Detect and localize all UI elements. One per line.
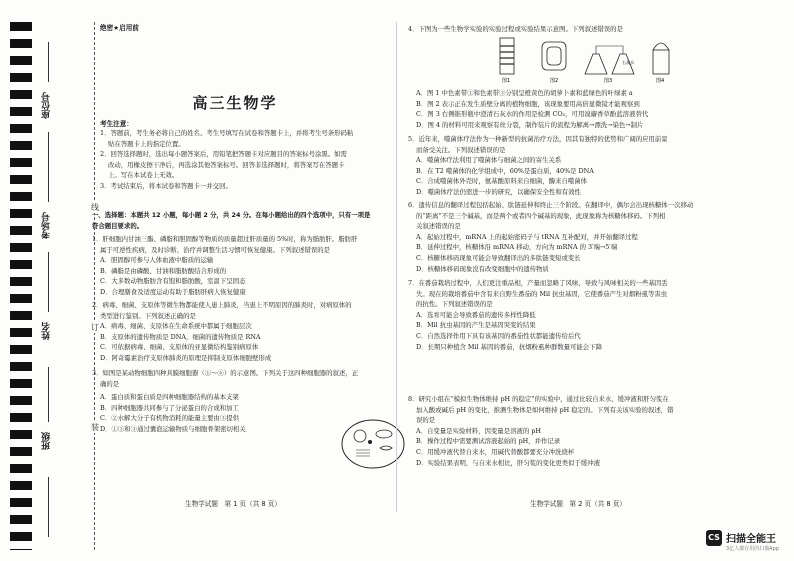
q8-stem: 8．研究小组在“模拟生物体维持 pH 的稳定”的实验中，通过比较自来水、缓冲液和肝匀浆在 (408, 395, 669, 403)
notice-line: 1．答题前，考生务必将自己的姓名、考生号填写在试卷和答题卡上，并将考生号条形码粘 (100, 129, 354, 137)
q5-option-b: B．在 T2 噬菌体的化学组成中，60%是蛋白质，40%是 DNA (416, 166, 594, 175)
question-3 (92, 368, 392, 389)
secret-marker: 绝密★启用前 (100, 24, 139, 32)
binding-label-room: 考场号 (42, 212, 52, 239)
fig4-root-tip (653, 50, 669, 74)
fig3-label: 图3 (604, 78, 613, 84)
q6-option-a: A．起始过程中，mRNA 上的起始密码子与 tRNA 互补配对，并开始翻译过程 (416, 232, 638, 241)
q4-option-d: D．图 4 的材料可用来观察有丝分裂，制作装片的流程为解离→漂洗→染色→制片 (416, 120, 644, 129)
organelle-4 (356, 450, 370, 456)
page-1-footer: 生物学试题 第 1 页（共 8 页） (185, 500, 281, 508)
notice-line: 改动，用橡皮擦干净后，再选涂其他答案标号。回答非选择题时，将答案写在答题卡 (108, 160, 345, 169)
section-1-heading (92, 210, 392, 231)
notice-line: 3．考试结束后，将本试卷和答题卡一并交回。 (100, 181, 232, 190)
q6-stem: 的“距离”不是三个碱基，而是两个或者四个碱基的现象，此现象称为核糖体移码。下列相 (416, 211, 666, 220)
q7-option-b: B．Mil 抗虫基因的产生是基因突变的结果 (416, 321, 536, 330)
organelle-dot (368, 440, 372, 444)
question-8 (408, 394, 768, 468)
question-7 (408, 278, 768, 352)
question-4-stem (408, 24, 768, 35)
fig1-label: 图1 (502, 78, 511, 84)
binding-label-seat: 座位号 (42, 92, 52, 119)
q5-stem: 而备受关注。下列叙述错误的是 (416, 145, 506, 154)
q1-option-b: B．磷脂是由磷酸、甘油和脂肪酸结合形成的 (100, 266, 227, 275)
organelle-2 (376, 430, 392, 438)
binding-labels-column (40, 22, 54, 550)
watermark-name: 扫描全能王 (726, 534, 776, 545)
q6-stem: 关叙述错误的是 (416, 222, 461, 231)
q5-option-c: C．合成噬菌体外壳时，氨基酸原料来自细菌，酶来自噬菌体 (416, 177, 588, 186)
fill-line (48, 252, 49, 312)
q4-option-a: A．图 1 中色素带①和色素带③分别呈橙黄色的胡萝卜素和蓝绿色的叶绿素 a (416, 89, 633, 97)
notice-items (100, 128, 390, 192)
fill-line (48, 367, 49, 422)
q6-option-d: D．核糖体移码现象没有改变细胞中的遗传物质 (416, 264, 549, 273)
fig2-label: 图2 (550, 78, 559, 84)
q3-stem: 确的是 (100, 379, 120, 388)
cut-char-pack: 装 (91, 423, 99, 432)
q8-option-d: D．实验结果表明，与自来水相比，肝匀浆的变化更类似于缓冲液 (416, 458, 601, 467)
fig3-note: 石灰水 (622, 60, 634, 65)
q4-stem: 4．下图为一些生物学实验的实验过程或实验结果示意图。下列叙述错误的是 (408, 25, 623, 33)
notice-line: 贴在答题卡上的指定位置。 (108, 139, 185, 148)
q1-option-a: A．胆固醇可参与人体血液中脂质的运输 (100, 256, 214, 265)
fill-line (48, 477, 49, 537)
fig1-chromatography-strip (500, 38, 514, 74)
cut-char-bind: 订 (91, 323, 99, 332)
q3-option-b: B．四种细胞器共同参与了分泌蛋白的合成和加工 (100, 403, 239, 412)
fig2-protoplast (547, 47, 561, 65)
notice-heading: 考生注意： (100, 120, 133, 128)
fig3-flask-left (585, 54, 607, 74)
q6-option-c: C．核糖体移码现象可能会导致翻译出的多肽链变短或变长 (416, 253, 581, 262)
fig3-tube (596, 46, 623, 54)
scanner-watermark (706, 528, 792, 558)
q3-option-c: C．②水解大分子有机物消耗的能量主要由③提供 (100, 414, 240, 423)
q1-option-c: C．大多数动物脂肪含有饱和脂肪酸，室温下呈固态 (100, 277, 246, 286)
q8-option-c: C．用缓冲液代替自来水，用碱代替酸都要充分冲洗烧杯 (416, 447, 575, 456)
q7-stem: 7．在番茄栽培过程中，人们更注重品相，产量而忽略了风味，导致与风味相关的一些基因丢 (408, 279, 668, 287)
q7-stem: 失。现在的栽培番茄中含有来自野生番茄的 Mil 抗虫基因，它使番茄产生对烟粉虱等害虫 (416, 289, 668, 298)
q3-option-d: D．①③和③通过囊泡运输物质与细胞骨架密切相关 (100, 424, 246, 433)
q7-option-d: D．长期只种植含 Mil 基因的番茄，抗烟粉虱种群数量可能会下降 (416, 342, 602, 351)
page-divider (396, 22, 397, 512)
fill-line (48, 132, 49, 202)
watermark-tagline: 3亿人都在用的扫描App (726, 546, 779, 552)
q5-option-a: A．噬菌体疗法利用了噬菌体与细菌之间的寄生关系 (416, 156, 562, 165)
section-heading-line: 符合题目要求的。 (92, 221, 144, 230)
organelle-1 (354, 430, 366, 442)
page-2-footer: 生物学试题 第 2 页（共 8 页） (530, 500, 626, 508)
fill-line (48, 42, 49, 82)
q8-stem: 误的是 (416, 416, 436, 425)
cut-char-line: 线 (91, 203, 99, 212)
q7-option-c: C．自然选择作用下具有该基因的番茄性状都能遗传给后代 (416, 331, 581, 340)
question-6 (408, 200, 768, 274)
experiment-figure (480, 34, 680, 84)
q5-option-d: D．噬菌体疗法仍需进一步的研究，以确保安全性和有效性 (416, 187, 581, 196)
question-4-options (408, 88, 768, 130)
q6-stem: 6．遗传信息的翻译过程包括起始、肽链延伸和终止三个阶段。在翻译中，偶尔会出现核糖体一次移动 (408, 201, 694, 209)
q8-stem: 加入酸或碱后 pH 的变化，推测生物体是如何维持 pH 稳定的。下列有关该实验的叙述，错 (416, 405, 674, 414)
question-5 (408, 134, 768, 198)
q2-stem: 2．病毒、细菌、支原体等微生物都能使人患上肺炎，当患上不明原因的肺炎时，对病原体的 (92, 301, 352, 309)
q4-option-b: B．图 2 表示正在发生质壁分离的植物细胞，该现象要用高倍显微镜才能观察到 (416, 99, 640, 108)
section-heading-line: 一、选择题：本题共 12 小题，每小题 2 分，共 24 分。在每小题给出的四个选项中，只有一项是 (92, 211, 371, 219)
notice-line: 2．回答选择题时，选出每小题答案后，用铅笔把答题卡对应题目的答案标号涂黑。如需 (100, 150, 347, 159)
q5-stem: 5．近年来，噬菌体疗法作为一种新型的抗菌治疗方法，因其有独特的优势和广阔的应用前景 (408, 135, 668, 143)
q2-option-c: C．可依据病毒、细菌、支原体的亚显微结构鉴别病原体 (100, 343, 259, 352)
binding-label-class: 班级 (42, 432, 52, 450)
q1-stem: 属于可逆性疾病，及时诊断、治疗并调整生活习惯可恢复健康。下列叙述错误的是 (100, 245, 331, 254)
q7-stem: 的抗性。下列叙述错误的是 (416, 300, 493, 309)
organelle-3 (380, 446, 392, 450)
q8-option-b: B．操作过程中需要测试溶液起始的 pH，并作记录 (416, 437, 561, 446)
q2-option-d: D．阿奇霉素治疗支原体肺炎的原理是抑制支原体细胞壁形成 (100, 353, 272, 362)
fig4-label: 图4 (656, 78, 665, 84)
q4-option-c: C．图 3 右侧锥形瓶中澄清石灰水的作用是检测 CO₂，可用溴麝香草酚蓝溶液替代 (416, 110, 649, 119)
q3-stem: 3．如图是某动物细胞四种具膜细胞器（①～④）的示意图。下列关于这四种细胞器的叙述，正 (92, 369, 359, 377)
q1-stem: 1．肝细胞内甘油三酯、磷脂和胆固醇等物质的质量超过肝质量的 5%时，称为脂肪肝。脂肪肝 (92, 235, 358, 243)
binding-stripes (10, 22, 32, 550)
q2-option-a: A．病毒、细菌、支原体在生命系统中都属于细胞层次 (100, 322, 252, 331)
binding-label-name: 姓名 (42, 322, 52, 340)
fig4-onion (653, 43, 669, 50)
exam-title: 高三生物学 (192, 94, 278, 112)
fig2-plant-cell (542, 42, 566, 70)
q1-option-d: D．合理膳食及适度运动有助于脂肪肝病人恢复健康 (100, 287, 246, 296)
notice-line: 上。写在本试卷上无效。 (108, 171, 179, 180)
question-2 (92, 300, 392, 364)
q3-option-a: A．蛋白质和蛋白质是四种细胞器结构的基本支架 (100, 393, 239, 401)
question-3-options (92, 392, 332, 434)
camscanner-logo-icon: CS (706, 530, 722, 546)
question-1 (92, 234, 392, 298)
q2-stem: 类型进行鉴别。下列叙述正确的是 (100, 311, 196, 320)
q6-option-b: B．延伸过程中，核糖体沿 mRNA 移动，方向为 mRNA 的 3′端→5′端 (416, 243, 618, 252)
cell-membrane (342, 420, 404, 468)
q8-option-a: A．自变量是实验材料，因变量是溶液的 pH (416, 426, 541, 435)
q2-option-b: B．支原体的遗传物质是 DNA，细菌的遗传物质是 RNA (100, 332, 261, 341)
q7-option-a: A．选育可能会导致番茄的遗传多样性降低 (416, 310, 536, 319)
